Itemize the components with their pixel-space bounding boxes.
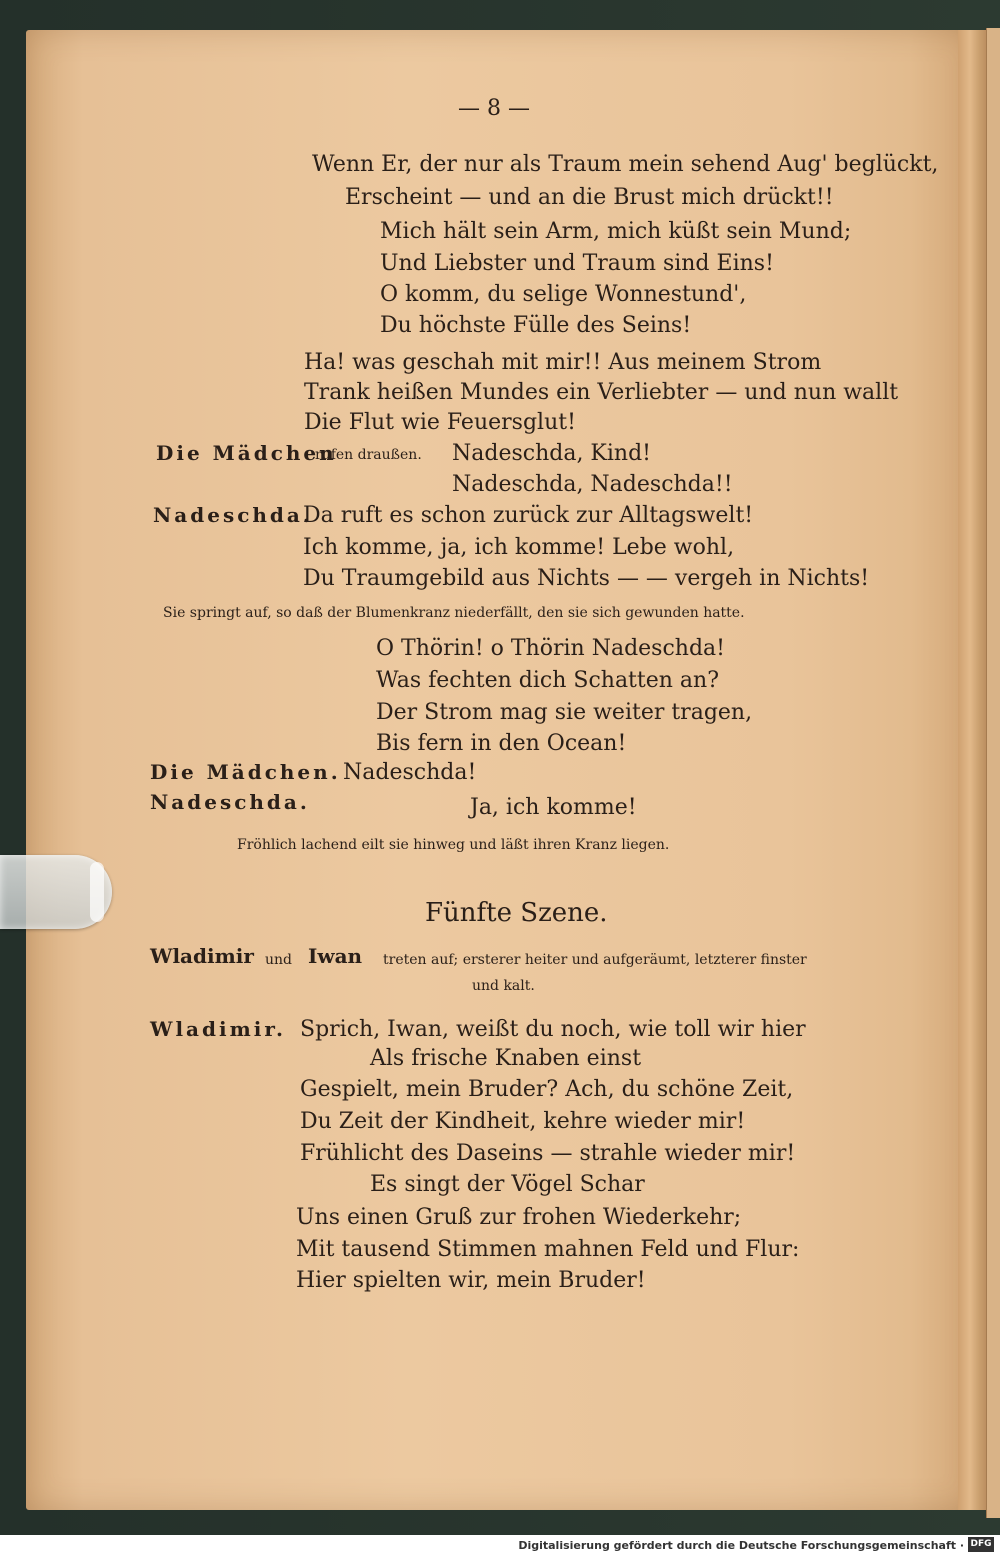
verse-line: Du Zeit der Kindheit, kehre wieder mir!: [300, 1109, 746, 1134]
verse-line: Nadeschda, Kind!: [452, 441, 651, 466]
speaker-name: Nadeschda.: [153, 503, 313, 527]
stage-direction: Fröhlich lachend eilt sie hinweg und läßt ihren Kranz liegen.: [237, 837, 670, 853]
scene-heading: Fünfte Szene.: [425, 898, 608, 928]
dfg-logo: DFG: [968, 1537, 994, 1552]
speaker-name: Die Mädchen.: [150, 760, 341, 784]
verse-line: Mit tausend Stimmen mahnen Feld und Flur:: [296, 1237, 800, 1262]
verse-line: Als frische Knaben einst: [370, 1046, 642, 1071]
verse-line: Es singt der Vögel Schar: [370, 1172, 645, 1197]
verse-line: Da ruft es schon zurück zur Alltagswelt!: [303, 503, 754, 528]
stage-direction: und kalt.: [472, 978, 535, 994]
stage-direction: treten auf; ersterer heiter und aufgeräumt, letzterer finster: [383, 952, 807, 968]
verse-line: Was fechten dich Schatten an?: [376, 668, 719, 693]
verse-line: Trank heißen Mundes ein Verliebter — und nun wallt: [304, 380, 899, 405]
verse-line: Wenn Er, der nur als Traum mein sehend Aug' beglückt,: [312, 152, 939, 177]
stage-direction-und: und: [265, 952, 292, 968]
glass-reflection: [90, 862, 104, 922]
verse-line: Nadeschda, Nadeschda!!: [452, 472, 733, 497]
verse-line: Gespielt, mein Bruder? Ach, du schöne Zeit,: [300, 1077, 794, 1102]
verse-line: Bis fern in den Ocean!: [376, 731, 627, 756]
character-name: Iwan: [308, 944, 363, 968]
verse-line: Erscheint — und an die Brust mich drückt!!: [345, 185, 834, 210]
verse-line: O komm, du selige Wonnestund',: [380, 282, 747, 307]
verse-line: Ha! was geschah mit mir!! Aus meinem Strom: [304, 350, 822, 375]
speaker-name: Nadeschda.: [150, 790, 310, 814]
verse-line: Ja, ich komme!: [470, 795, 637, 820]
verse-line: Du Traumgebild aus Nichts — — vergeh in Nichts!: [303, 566, 870, 591]
funding-notice: Digitalisierung gefördert durch die Deutsche Forschungsgemeinschaft ·: [518, 1539, 964, 1552]
verse-line: Der Strom mag sie weiter tragen,: [376, 700, 753, 725]
verse-line: Ich komme, ja, ich komme! Lebe wohl,: [303, 535, 735, 560]
verse-line: Hier spielten wir, mein Bruder!: [296, 1268, 646, 1293]
stage-direction: rufen draußen.: [315, 447, 422, 463]
verse-line: O Thörin! o Thörin Nadeschda!: [376, 636, 726, 661]
speaker-name: Die Mädchen: [156, 441, 337, 465]
speaker-name: Wladimir.: [150, 1017, 287, 1041]
verse-line: Mich hält sein Arm, mich küßt sein Mund;: [380, 219, 852, 244]
character-name: Wladimir: [150, 944, 254, 968]
stage-direction: Sie springt auf, so daß der Blumenkranz niederfällt, den sie sich gewunden hatte.: [163, 605, 745, 621]
page-number: — 8 —: [458, 96, 530, 121]
verse-line: Die Flut wie Feuersglut!: [304, 410, 576, 435]
book-spine: [958, 30, 988, 1510]
page-edge: [986, 28, 1000, 1518]
verse-line: Sprich, Iwan, weißt du noch, wie toll wir hier: [300, 1017, 806, 1042]
verse-line: Uns einen Gruß zur frohen Wiederkehr;: [296, 1205, 742, 1230]
verse-line: Und Liebster und Traum sind Eins!: [380, 251, 774, 276]
verse-line: Du höchste Fülle des Seins!: [380, 313, 692, 338]
verse-line: Frühlicht des Daseins — strahle wieder mir!: [300, 1141, 796, 1166]
verse-line: Nadeschda!: [343, 760, 477, 785]
